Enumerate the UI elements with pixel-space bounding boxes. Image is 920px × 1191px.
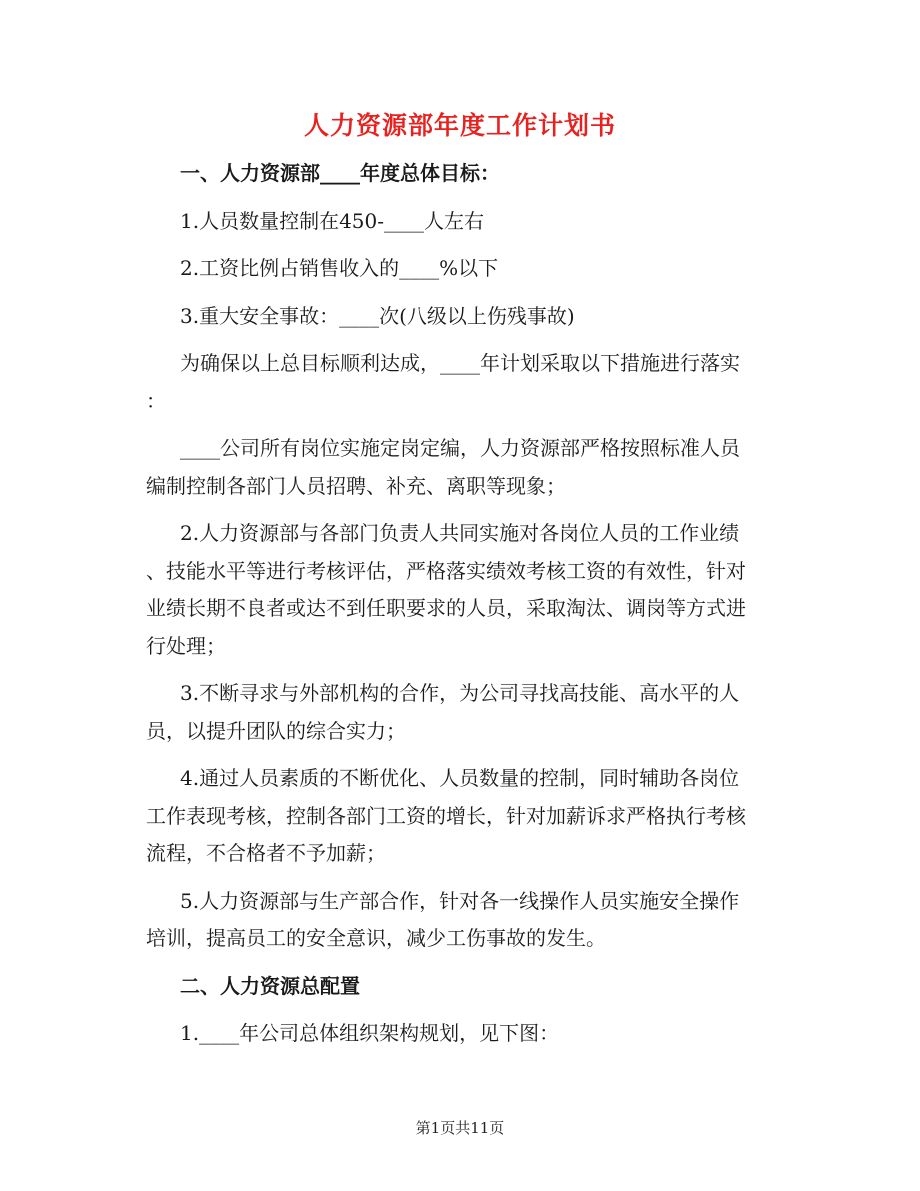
measures-intro-line-2: ：	[146, 388, 166, 413]
goal-item-3: 3.重大安全事故：____次(八级以上伤残事故)	[180, 303, 575, 328]
measure-2-line-1: 2.人力资源部与各部门负责人共同实施对各岗位人员的工作业绩	[180, 521, 740, 545]
allocation-item-1: 1.____年公司总体组织架构规划，见下图：	[180, 1021, 560, 1045]
measure-3-line-1: 3.不断寻求与外部机构的合作，为公司寻找高技能、高水平的人	[180, 681, 740, 705]
goal-item-1: 1.人员数量控制在450-____人左右	[180, 208, 485, 233]
measure-1-line-1: ____公司所有岗位实施定岗定编，人力资源部严格按照标准人员	[180, 436, 740, 460]
section-heading-goals: 一、人力资源部____年度总体目标：	[180, 161, 500, 185]
measure-3-line-2: 员，以提升团队的综合实力；	[146, 718, 406, 743]
section-heading-allocation: 二、人力资源总配置	[180, 973, 360, 998]
page-number: 第1页共11页	[415, 1119, 505, 1137]
goal-item-2: 2.工资比例占销售收入的____%以下	[180, 256, 499, 280]
document-title: 人力资源部年度工作计划书	[303, 111, 616, 140]
measure-4-line-1: 4.通过人员素质的不断优化、人员数量的控制，同时辅助各岗位	[180, 766, 740, 790]
measure-1-line-2: 编制控制各部门人员招聘、补充、离职等现象；	[146, 473, 566, 498]
measure-2-line-3: 业绩长期不良者或达不到任职要求的人员，采取淘汰、调岗等方式进	[146, 596, 746, 620]
measure-5-line-1: 5.人力资源部与生产部合作，针对各一线操作人员实施安全操作	[180, 888, 740, 913]
measure-4-line-3: 流程，不合格者不予加薪；	[146, 841, 386, 865]
document-body	[146, 155, 776, 1053]
measure-2-line-4: 行处理；	[146, 633, 226, 658]
measure-4-line-2: 工作表现考核，控制各部门工资的增长，针对加薪诉求严格执行考核	[146, 803, 746, 828]
measures-intro-line-1: 为确保以上总目标顺利达成，____年计划采取以下措施进行落实	[180, 351, 740, 375]
measure-2-line-2: 、技能水平等进行考核评估，严格落实绩效考核工资的有效性，针对	[146, 558, 746, 583]
measure-5-line-2: 培训，提高员工的安全意识，减少工伤事故的发生。	[146, 926, 606, 950]
